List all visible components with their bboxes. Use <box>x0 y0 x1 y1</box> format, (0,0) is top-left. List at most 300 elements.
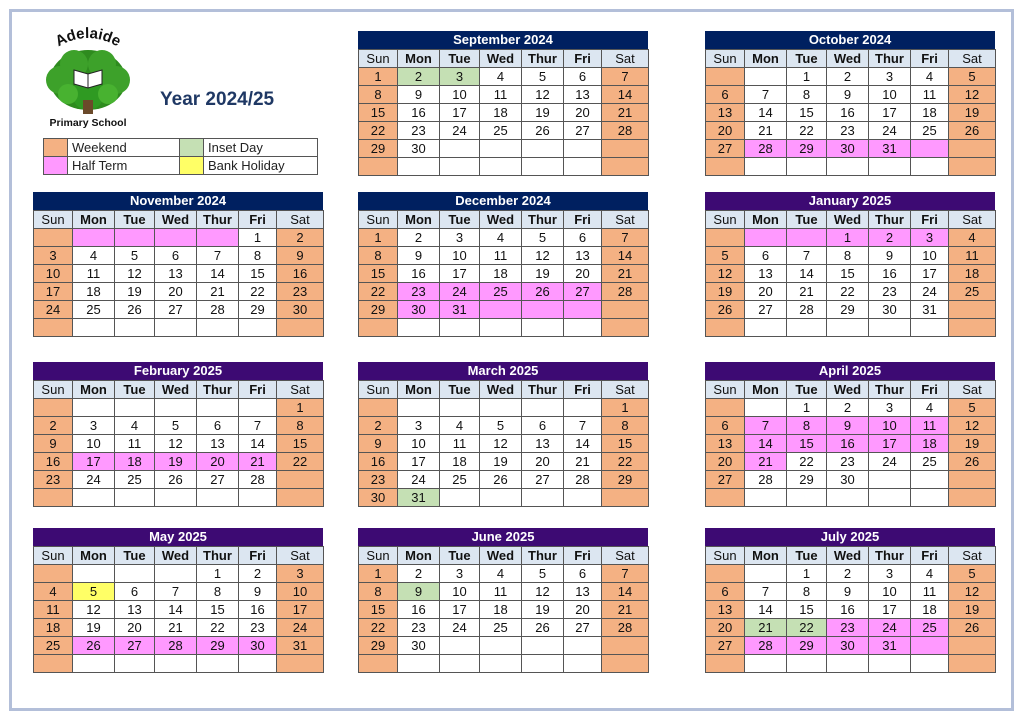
day-cell: 13 <box>706 104 745 122</box>
day-cell: 18 <box>440 453 480 471</box>
empty-cell <box>197 489 239 507</box>
empty-cell <box>440 319 480 337</box>
day-cell: 21 <box>602 265 649 283</box>
empty-cell <box>398 319 440 337</box>
empty-cell <box>359 319 398 337</box>
month-calendar <box>358 192 648 337</box>
day-cell: 23 <box>398 619 440 637</box>
day-cell: 28 <box>745 140 787 158</box>
month-title: March 2025 <box>358 362 648 380</box>
day-cell: 4 <box>115 417 155 435</box>
empty-cell <box>745 565 787 583</box>
day-cell: 2 <box>398 565 440 583</box>
month-title: July 2025 <box>705 528 995 546</box>
empty-cell <box>277 319 324 337</box>
day-cell: 8 <box>359 86 398 104</box>
empty-cell <box>34 565 73 583</box>
day-header: Wed <box>480 211 522 229</box>
day-cell: 30 <box>827 140 869 158</box>
day-cell: 7 <box>602 229 649 247</box>
empty-cell <box>564 399 602 417</box>
day-header: Wed <box>480 381 522 399</box>
day-header: Fri <box>911 381 949 399</box>
day-header: Mon <box>73 547 115 565</box>
empty-cell <box>787 158 827 176</box>
empty-cell <box>706 68 745 86</box>
day-cell: 21 <box>745 122 787 140</box>
day-cell: 13 <box>745 265 787 283</box>
day-cell: 15 <box>359 265 398 283</box>
day-header: Sat <box>949 381 996 399</box>
day-cell: 16 <box>34 453 73 471</box>
day-cell: 12 <box>949 583 996 601</box>
day-cell: 11 <box>73 265 115 283</box>
empty-cell <box>398 655 440 673</box>
day-header: Tue <box>440 381 480 399</box>
day-cell: 1 <box>787 68 827 86</box>
day-cell: 22 <box>197 619 239 637</box>
day-cell: 3 <box>73 417 115 435</box>
day-cell: 20 <box>745 283 787 301</box>
day-cell: 10 <box>440 86 480 104</box>
day-cell: 4 <box>480 565 522 583</box>
day-cell: 5 <box>522 565 564 583</box>
day-header: Sat <box>602 547 649 565</box>
empty-cell <box>480 301 522 319</box>
day-cell: 23 <box>277 283 324 301</box>
month-calendar <box>358 31 648 176</box>
empty-cell <box>73 319 115 337</box>
empty-cell <box>602 301 649 319</box>
day-header: Fri <box>911 211 949 229</box>
day-header: Sun <box>706 547 745 565</box>
day-cell: 15 <box>602 435 649 453</box>
day-cell: 4 <box>440 417 480 435</box>
day-cell: 20 <box>155 283 197 301</box>
empty-cell <box>949 489 996 507</box>
day-cell: 5 <box>706 247 745 265</box>
empty-cell <box>480 489 522 507</box>
day-cell: 9 <box>277 247 324 265</box>
empty-cell <box>34 399 73 417</box>
day-cell: 23 <box>398 283 440 301</box>
day-cell: 13 <box>155 265 197 283</box>
day-cell: 24 <box>73 471 115 489</box>
empty-cell <box>73 229 115 247</box>
day-cell: 1 <box>359 68 398 86</box>
empty-cell <box>787 489 827 507</box>
day-cell: 11 <box>115 435 155 453</box>
day-header: Sun <box>706 381 745 399</box>
day-cell: 11 <box>480 247 522 265</box>
empty-cell <box>745 489 787 507</box>
day-cell: 20 <box>706 619 745 637</box>
day-cell: 2 <box>827 68 869 86</box>
empty-cell <box>706 655 745 673</box>
empty-cell <box>949 655 996 673</box>
empty-cell <box>869 158 911 176</box>
day-cell: 9 <box>398 583 440 601</box>
day-cell: 10 <box>911 247 949 265</box>
day-cell: 14 <box>239 435 277 453</box>
empty-cell <box>480 655 522 673</box>
day-cell: 2 <box>398 229 440 247</box>
month-title: February 2025 <box>33 362 323 380</box>
day-cell: 9 <box>398 247 440 265</box>
day-cell: 4 <box>34 583 73 601</box>
month-title: November 2024 <box>33 192 323 210</box>
day-cell: 28 <box>745 637 787 655</box>
month-calendar <box>33 192 323 337</box>
day-cell: 16 <box>869 265 911 283</box>
day-header: Wed <box>155 547 197 565</box>
month-calendar <box>358 528 648 673</box>
day-cell: 30 <box>398 140 440 158</box>
empty-cell <box>602 319 649 337</box>
day-cell: 12 <box>155 435 197 453</box>
day-header: Tue <box>787 50 827 68</box>
day-cell: 7 <box>564 417 602 435</box>
day-cell: 20 <box>115 619 155 637</box>
day-cell: 13 <box>115 601 155 619</box>
day-header: Mon <box>73 211 115 229</box>
day-cell: 4 <box>949 229 996 247</box>
day-cell: 1 <box>787 565 827 583</box>
day-cell: 6 <box>745 247 787 265</box>
empty-cell <box>911 637 949 655</box>
empty-cell <box>522 158 564 176</box>
day-cell: 14 <box>197 265 239 283</box>
day-cell: 3 <box>869 399 911 417</box>
school-name-top: Adelaide <box>52 24 124 51</box>
empty-cell <box>564 655 602 673</box>
day-header: Sun <box>706 50 745 68</box>
day-cell: 22 <box>359 283 398 301</box>
empty-cell <box>564 140 602 158</box>
day-cell: 22 <box>277 453 324 471</box>
day-cell: 25 <box>911 453 949 471</box>
day-cell: 1 <box>602 399 649 417</box>
day-cell: 26 <box>522 122 564 140</box>
day-cell: 5 <box>949 68 996 86</box>
day-cell: 12 <box>949 417 996 435</box>
day-cell: 6 <box>522 417 564 435</box>
empty-cell <box>34 319 73 337</box>
day-cell: 17 <box>911 265 949 283</box>
empty-cell <box>787 229 827 247</box>
day-cell: 6 <box>564 229 602 247</box>
day-cell: 25 <box>115 471 155 489</box>
day-cell: 23 <box>827 619 869 637</box>
day-cell: 4 <box>911 68 949 86</box>
empty-cell <box>34 229 73 247</box>
legend <box>43 138 318 175</box>
day-cell: 17 <box>277 601 324 619</box>
day-cell: 24 <box>440 283 480 301</box>
day-cell: 27 <box>522 471 564 489</box>
day-cell: 24 <box>869 453 911 471</box>
day-header: Sun <box>34 547 73 565</box>
empty-cell <box>522 637 564 655</box>
year-title: Year 2024/25 <box>160 89 275 110</box>
day-cell: 16 <box>827 435 869 453</box>
day-cell: 25 <box>480 283 522 301</box>
empty-cell <box>277 489 324 507</box>
day-cell: 13 <box>564 86 602 104</box>
day-cell: 8 <box>197 583 239 601</box>
day-cell: 26 <box>73 637 115 655</box>
day-cell: 25 <box>911 619 949 637</box>
day-cell: 29 <box>787 140 827 158</box>
day-cell: 10 <box>73 435 115 453</box>
day-cell: 2 <box>239 565 277 583</box>
day-cell: 15 <box>197 601 239 619</box>
day-cell: 24 <box>277 619 324 637</box>
day-cell: 24 <box>398 471 440 489</box>
day-cell: 23 <box>827 453 869 471</box>
day-cell: 25 <box>480 619 522 637</box>
day-cell: 3 <box>277 565 324 583</box>
legend-bank-holiday-swatch <box>180 157 204 175</box>
day-cell: 7 <box>155 583 197 601</box>
empty-cell <box>602 489 649 507</box>
day-cell: 22 <box>359 619 398 637</box>
day-cell: 25 <box>949 283 996 301</box>
day-cell: 5 <box>522 229 564 247</box>
day-cell: 5 <box>480 417 522 435</box>
day-cell: 27 <box>564 122 602 140</box>
day-cell: 31 <box>869 637 911 655</box>
month-calendar <box>705 362 995 507</box>
day-header: Wed <box>827 381 869 399</box>
day-cell: 30 <box>869 301 911 319</box>
day-cell: 20 <box>564 601 602 619</box>
day-cell: 19 <box>522 104 564 122</box>
day-header: Sat <box>602 211 649 229</box>
empty-cell <box>34 655 73 673</box>
day-cell: 24 <box>440 122 480 140</box>
day-cell: 28 <box>602 619 649 637</box>
day-cell: 8 <box>787 417 827 435</box>
month-title: October 2024 <box>705 31 995 49</box>
day-cell: 16 <box>277 265 324 283</box>
day-cell: 4 <box>911 399 949 417</box>
day-cell: 21 <box>602 601 649 619</box>
day-cell: 18 <box>911 104 949 122</box>
day-cell: 18 <box>949 265 996 283</box>
day-cell: 19 <box>480 453 522 471</box>
day-cell: 9 <box>359 435 398 453</box>
day-cell: 12 <box>480 435 522 453</box>
empty-cell <box>949 158 996 176</box>
empty-cell <box>787 655 827 673</box>
day-cell: 3 <box>869 565 911 583</box>
empty-cell <box>155 489 197 507</box>
day-cell: 11 <box>34 601 73 619</box>
day-cell: 19 <box>522 265 564 283</box>
day-cell: 7 <box>239 417 277 435</box>
day-header: Mon <box>745 50 787 68</box>
empty-cell <box>911 319 949 337</box>
month-title: December 2024 <box>358 192 648 210</box>
day-header: Fri <box>911 50 949 68</box>
day-header: Thur <box>197 547 239 565</box>
legend-half-term-label: Half Term <box>68 157 180 175</box>
day-cell: 4 <box>480 68 522 86</box>
empty-cell <box>869 655 911 673</box>
empty-cell <box>440 655 480 673</box>
school-logo <box>38 24 138 130</box>
empty-cell <box>398 399 440 417</box>
empty-cell <box>911 489 949 507</box>
day-header: Thur <box>869 50 911 68</box>
day-cell: 8 <box>787 583 827 601</box>
day-cell: 7 <box>745 417 787 435</box>
day-cell: 3 <box>440 565 480 583</box>
day-cell: 21 <box>155 619 197 637</box>
day-header: Tue <box>115 547 155 565</box>
day-header: Wed <box>827 547 869 565</box>
day-cell: 8 <box>787 86 827 104</box>
empty-cell <box>522 489 564 507</box>
day-cell: 19 <box>949 104 996 122</box>
day-header: Fri <box>239 381 277 399</box>
day-cell: 27 <box>745 301 787 319</box>
empty-cell <box>480 140 522 158</box>
day-header: Sat <box>949 211 996 229</box>
day-cell: 1 <box>359 229 398 247</box>
month-calendar <box>33 362 323 507</box>
empty-cell <box>73 489 115 507</box>
day-cell: 14 <box>602 583 649 601</box>
day-cell: 5 <box>115 247 155 265</box>
day-cell: 27 <box>564 619 602 637</box>
legend-inset-label: Inset Day <box>204 139 318 157</box>
day-cell: 30 <box>359 489 398 507</box>
empty-cell <box>706 565 745 583</box>
day-cell: 8 <box>359 583 398 601</box>
empty-cell <box>869 489 911 507</box>
day-cell: 16 <box>827 104 869 122</box>
empty-cell <box>827 655 869 673</box>
day-cell: 5 <box>155 417 197 435</box>
day-cell: 14 <box>745 601 787 619</box>
empty-cell <box>745 319 787 337</box>
empty-cell <box>911 158 949 176</box>
day-cell: 14 <box>745 104 787 122</box>
day-cell: 29 <box>787 471 827 489</box>
day-cell: 1 <box>359 565 398 583</box>
day-cell: 16 <box>398 104 440 122</box>
day-header: Wed <box>827 211 869 229</box>
day-header: Mon <box>398 211 440 229</box>
day-cell: 7 <box>787 247 827 265</box>
day-cell: 22 <box>359 122 398 140</box>
day-cell: 13 <box>522 435 564 453</box>
empty-cell <box>239 399 277 417</box>
empty-cell <box>911 471 949 489</box>
day-cell: 22 <box>602 453 649 471</box>
day-cell: 3 <box>34 247 73 265</box>
day-cell: 17 <box>34 283 73 301</box>
month-title: June 2025 <box>358 528 648 546</box>
day-header: Thur <box>197 211 239 229</box>
day-header: Thur <box>869 211 911 229</box>
day-header: Fri <box>239 547 277 565</box>
month-calendar <box>33 528 323 673</box>
day-cell: 28 <box>787 301 827 319</box>
day-cell: 23 <box>869 283 911 301</box>
day-cell: 21 <box>197 283 239 301</box>
day-header: Sat <box>277 211 324 229</box>
day-cell: 18 <box>73 283 115 301</box>
day-cell: 8 <box>239 247 277 265</box>
day-cell: 29 <box>197 637 239 655</box>
day-cell: 6 <box>564 68 602 86</box>
day-header: Fri <box>911 547 949 565</box>
day-cell: 31 <box>911 301 949 319</box>
day-cell: 7 <box>745 86 787 104</box>
empty-cell <box>949 471 996 489</box>
empty-cell <box>911 655 949 673</box>
empty-cell <box>564 301 602 319</box>
day-cell: 6 <box>564 565 602 583</box>
empty-cell <box>440 158 480 176</box>
day-cell: 25 <box>911 122 949 140</box>
day-cell: 23 <box>827 122 869 140</box>
day-cell: 19 <box>949 601 996 619</box>
day-cell: 25 <box>34 637 73 655</box>
day-cell: 8 <box>277 417 324 435</box>
day-cell: 21 <box>564 453 602 471</box>
empty-cell <box>706 399 745 417</box>
empty-cell <box>197 655 239 673</box>
empty-cell <box>564 319 602 337</box>
day-cell: 14 <box>564 435 602 453</box>
empty-cell <box>155 655 197 673</box>
day-cell: 27 <box>155 301 197 319</box>
day-cell: 15 <box>787 435 827 453</box>
day-header: Mon <box>398 381 440 399</box>
day-cell: 22 <box>787 619 827 637</box>
day-cell: 23 <box>398 122 440 140</box>
day-cell: 28 <box>155 637 197 655</box>
day-cell: 27 <box>115 637 155 655</box>
empty-cell <box>440 637 480 655</box>
empty-cell <box>787 319 827 337</box>
day-cell: 21 <box>745 453 787 471</box>
day-cell: 20 <box>564 104 602 122</box>
day-cell: 1 <box>277 399 324 417</box>
empty-cell <box>827 489 869 507</box>
day-cell: 18 <box>911 601 949 619</box>
empty-cell <box>602 655 649 673</box>
day-header: Fri <box>564 50 602 68</box>
day-cell: 28 <box>564 471 602 489</box>
empty-cell <box>239 489 277 507</box>
day-cell: 19 <box>73 619 115 637</box>
day-cell: 19 <box>706 283 745 301</box>
day-cell: 2 <box>277 229 324 247</box>
day-header: Mon <box>745 547 787 565</box>
day-cell: 21 <box>787 283 827 301</box>
empty-cell <box>277 655 324 673</box>
day-cell: 1 <box>787 399 827 417</box>
empty-cell <box>197 319 239 337</box>
empty-cell <box>480 399 522 417</box>
day-cell: 6 <box>155 247 197 265</box>
day-header: Tue <box>440 547 480 565</box>
